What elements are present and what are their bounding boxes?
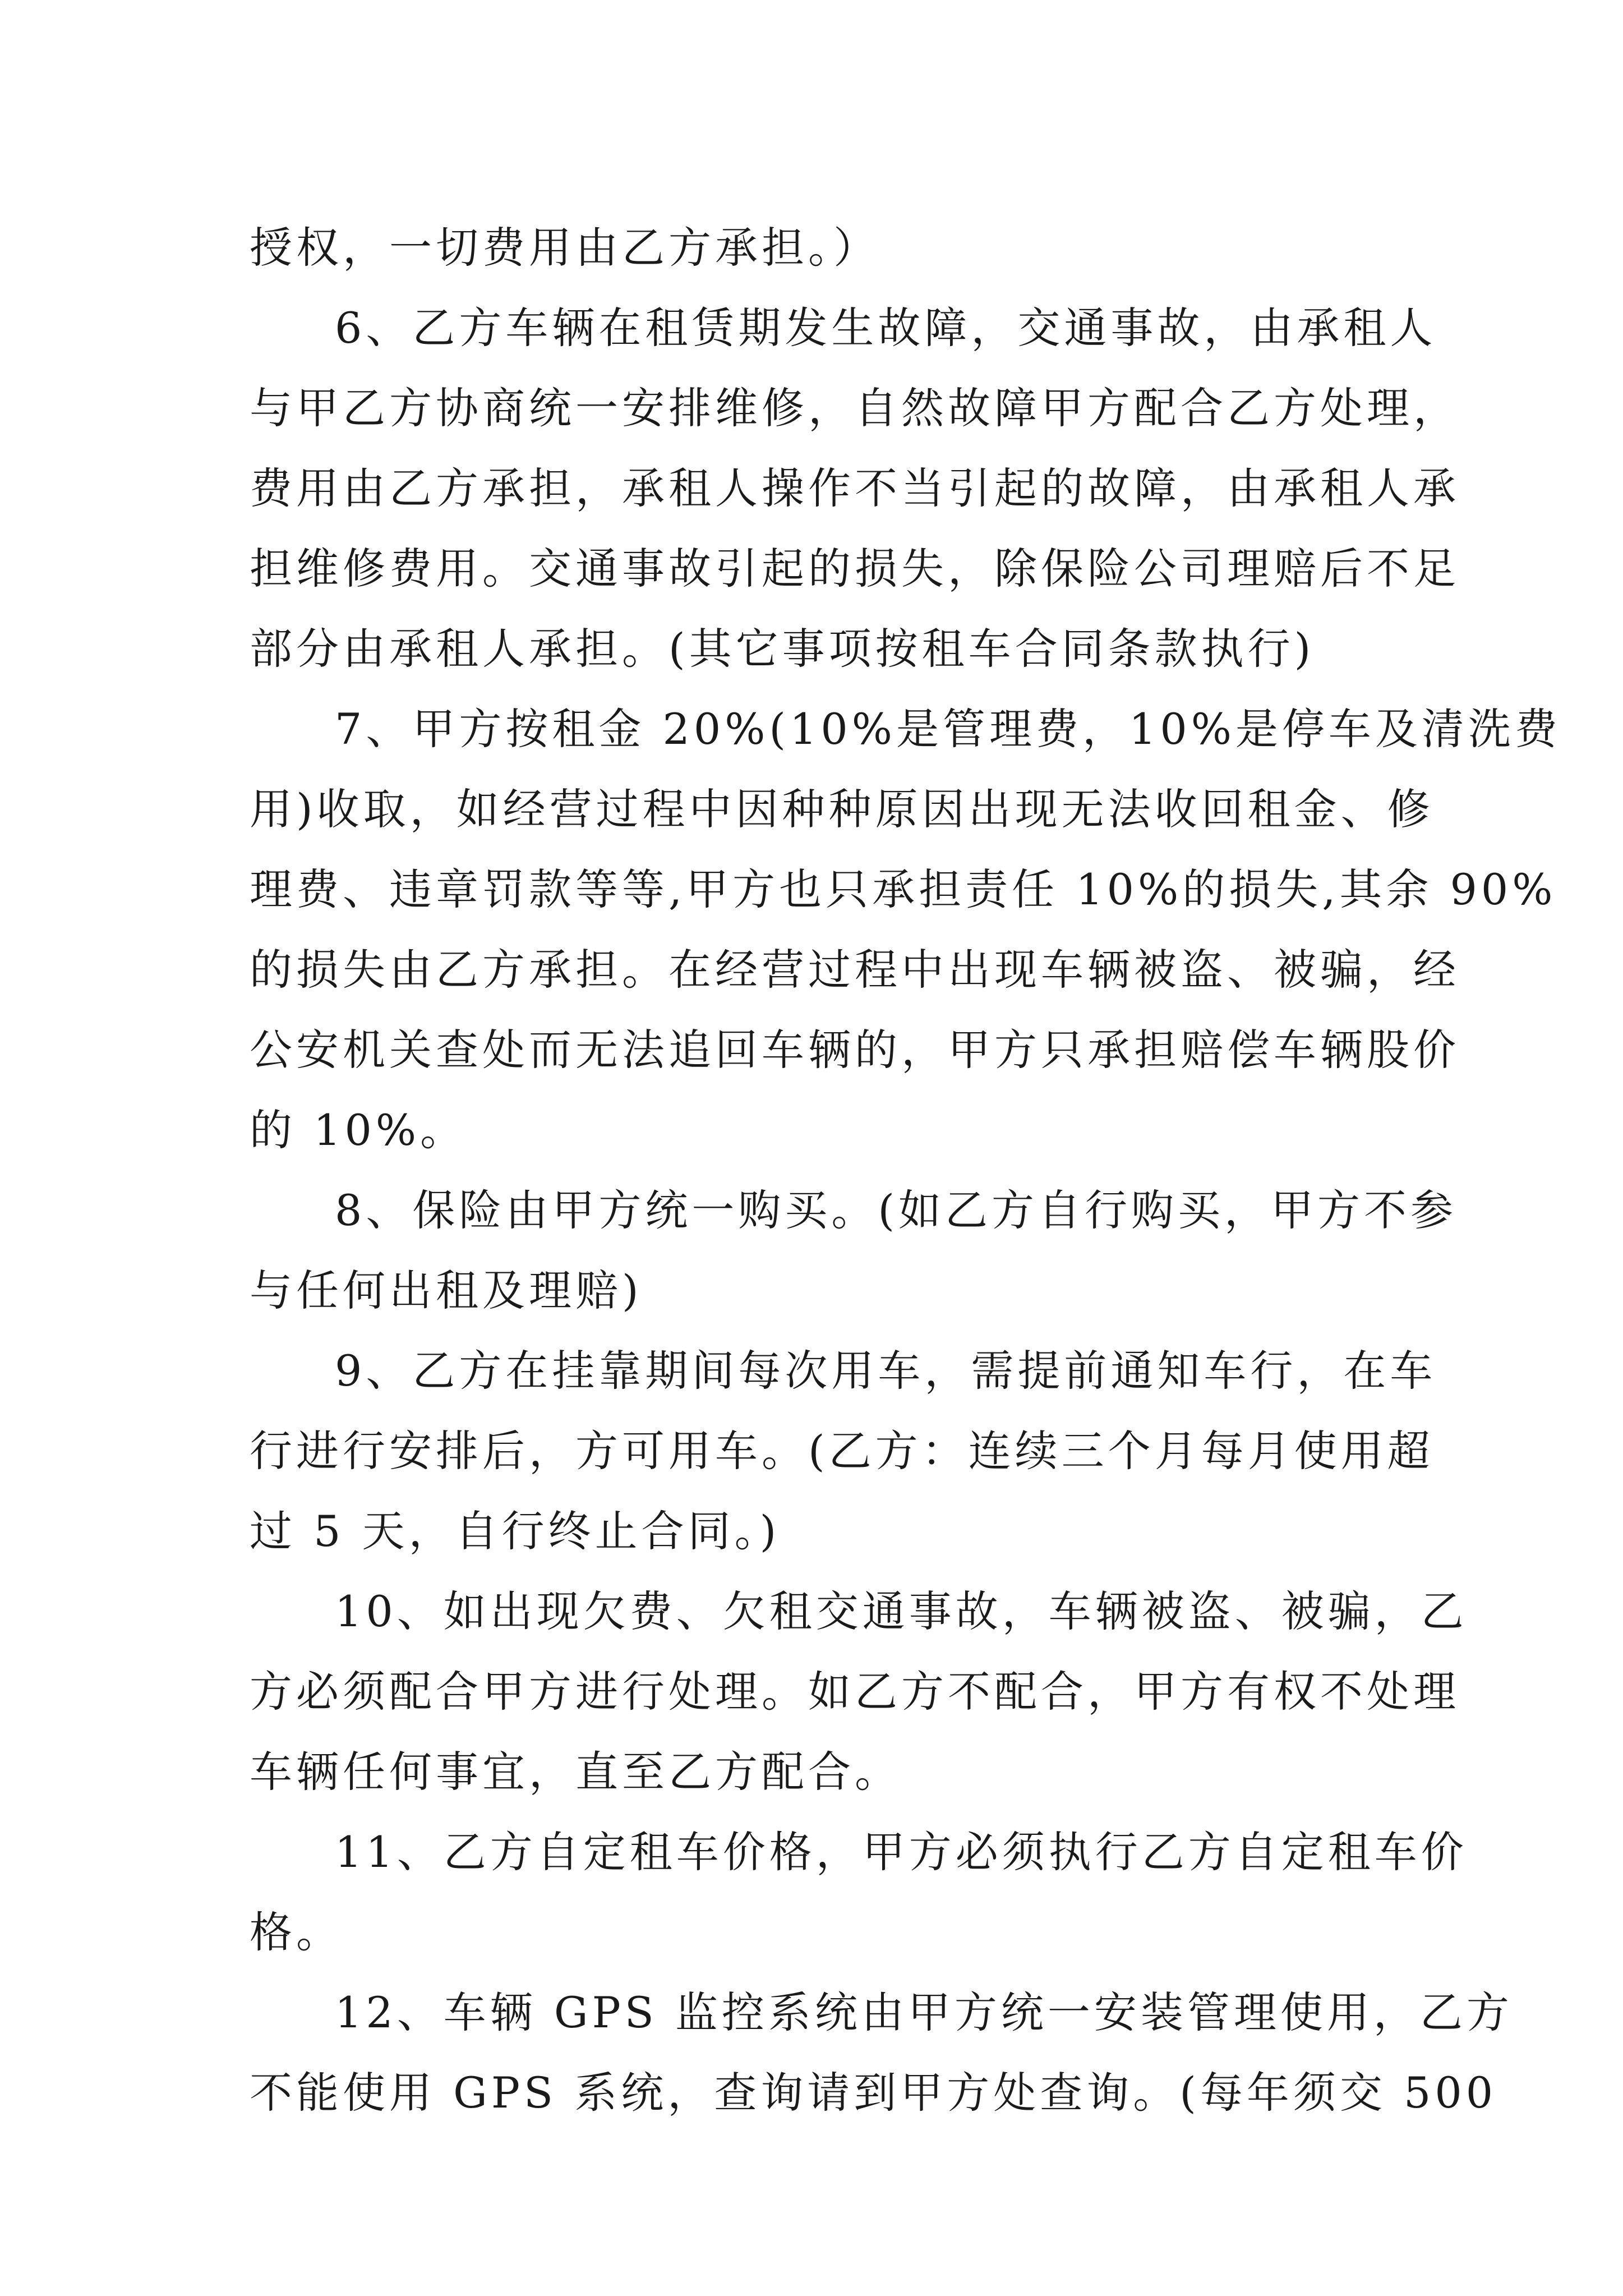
text-line: 公安机关查处而无法追回车辆的，甲方只承担赔偿车辆股价 bbox=[250, 1025, 1460, 1075]
text-line: 理费、违章罚款等等,甲方也只承担责任 10%的损失,其余 90% bbox=[250, 864, 1557, 914]
text-line: 6、乙方车辆在租赁期发生故障，交通事故，由承租人 bbox=[335, 303, 1437, 353]
text-line: 过 5 天，自行终止合同。) bbox=[250, 1506, 781, 1556]
text-line: 8、保险由甲方统一购买。(如乙方自行购买，甲方不参 bbox=[335, 1185, 1458, 1235]
text-line: 格。 bbox=[250, 1907, 343, 1957]
text-line: 7、甲方按租金 20%(10%是管理费，10%是停车及清洗费 bbox=[335, 704, 1561, 754]
text-line: 行进行安排后，方可用车。(乙方：连续三个月每月使用超 bbox=[250, 1426, 1434, 1476]
text-line: 10、如出现欠费、欠租交通事故，车辆被盗、被骗，乙 bbox=[335, 1586, 1468, 1636]
text-line: 12、车辆 GPS 监控系统由甲方统一安装管理使用，乙方 bbox=[335, 1987, 1513, 2037]
text-line: 与甲乙方协商统一安排维修，自然故障甲方配合乙方处理， bbox=[250, 383, 1460, 433]
text-line: 9、乙方在挂靠期间每次用车，需提前通知车行，在车 bbox=[335, 1346, 1437, 1396]
text-line: 车辆任何事宜，直至乙方配合。 bbox=[250, 1747, 901, 1797]
text-line: 部分由承租人承担。(其它事项按租车合同条款执行) bbox=[250, 624, 1315, 674]
text-line: 的 10%。 bbox=[250, 1105, 467, 1155]
text-line: 11、乙方自定租车价格，甲方必须执行乙方自定租车价 bbox=[335, 1827, 1468, 1877]
text-line: 不能使用 GPS 系统，查询请到甲方处查询。(每年须交 500 bbox=[250, 2068, 1497, 2118]
text-line: 授权，一切费用由乙方承担。） bbox=[250, 223, 880, 273]
text-line: 费用由乙方承担，承租人操作不当引起的故障，由承租人承 bbox=[250, 463, 1460, 513]
text-line: 用)收取，如经营过程中因种种原因出现无法收回租金、修 bbox=[250, 784, 1434, 834]
text-line: 方必须配合甲方进行处理。如乙方不配合，甲方有权不处理 bbox=[250, 1667, 1460, 1717]
document-body bbox=[250, 208, 1561, 2133]
text-line: 的损失由乙方承担。在经营过程中出现车辆被盗、被骗，经 bbox=[250, 945, 1460, 995]
text-line: 担维修费用。交通事故引起的损失，除保险公司理赔后不足 bbox=[250, 544, 1460, 593]
text-line: 与任何出租及理赔) bbox=[250, 1266, 643, 1315]
